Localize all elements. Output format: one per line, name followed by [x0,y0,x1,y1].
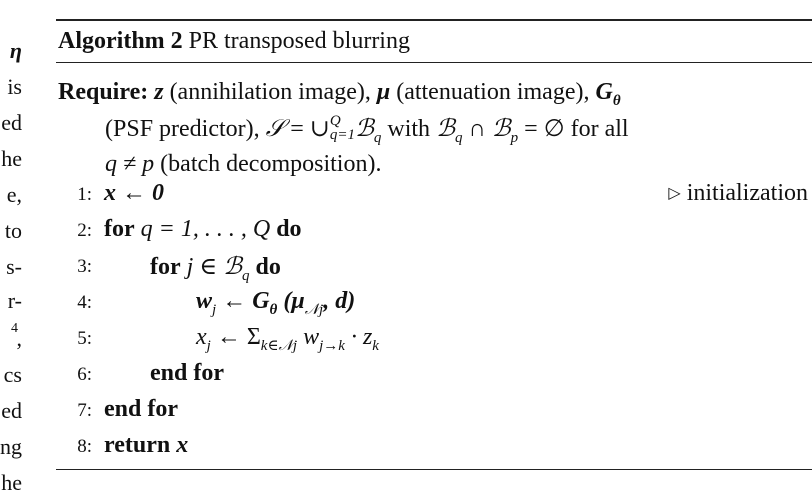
require-line-1 [58,74,810,110]
step-4 [56,288,808,322]
return-keyword: return [104,432,171,458]
step-comment [668,180,808,207]
equals-sign: = [290,116,304,142]
mu-symbol: μ [376,79,391,105]
z-term: · z [350,324,373,350]
b-symbol: ℬ [436,114,455,142]
require-line-2 [58,110,810,146]
b-subscript-q: q [454,129,463,146]
batch-description: (batch decomposition). [160,151,382,177]
w-symbol: w [196,288,213,314]
union-lower: q=1 [329,127,356,144]
do-keyword: do [276,216,302,242]
step-8 [56,432,808,466]
for-keyword: for [150,254,181,280]
column-fragment: , [16,326,22,351]
algorithm-label: Algorithm 2 [58,28,183,54]
z-symbol: z [154,79,164,105]
union-upper: Q [329,113,341,130]
column-fragment: to [4,218,22,243]
b-subscript-q: q [373,129,382,146]
w-term-subscript: j→k [319,337,345,354]
line-number: 8: [77,436,92,457]
empty-set-equation: = ∅ [524,116,565,142]
step-expression: q = 1, . . . , Q [140,216,271,242]
comment-text: initialization [686,180,808,206]
inequality-expression: q ≠ p [105,151,155,177]
step-body [104,216,302,243]
column-fragment: cs [3,362,22,387]
step-expression: x ← 0 [104,180,164,206]
b-subscript-p: p [510,129,519,146]
step-body [196,324,379,354]
union-symbol: ∪ [309,116,330,142]
column-fragment: ed [1,398,22,423]
step-2 [56,216,808,250]
intersection-symbol: ∩ [468,116,486,142]
for-keyword: for [104,216,135,242]
step-1 [56,180,808,214]
column-fragment: e, [6,182,22,207]
z-term-subscript: k [372,337,379,354]
require-keyword: Require: [58,79,149,105]
end-for-keyword: end for [104,396,178,422]
theta-subscript: θ [612,92,621,109]
assign-g: ← G [222,288,270,314]
step-3 [56,252,808,286]
neighborhood-subscript: 𝒩j [304,301,324,318]
column-fragment: r- [7,288,22,313]
header-rule [56,62,812,63]
step-expression: j ∈ ℬ [186,254,242,280]
column-fragment: s- [6,254,22,279]
theta-subscript: θ [269,301,278,318]
column-fragment: he [1,470,22,495]
step-5 [56,324,808,358]
w-subscript: j [212,301,217,318]
g-symbol: G [595,79,613,105]
step-7 [56,396,808,430]
line-number: 1: [77,184,92,205]
union-limits [330,114,355,142]
line-number: 6: [77,364,92,385]
comment-triangle-icon: ▷ [668,185,681,202]
column-fragment: is [7,74,22,99]
g-description: (PSF predictor), [105,116,260,142]
column-fragment: η [9,38,22,63]
x-symbol: x [196,324,207,350]
line-number: 3: [77,256,92,277]
end-for-keyword: end for [150,360,224,386]
step-body [104,432,188,459]
b-symbol: ℬ [491,114,511,142]
algorithm-name: PR transposed blurring [188,28,410,54]
step-body [150,252,281,284]
bottom-rule [56,469,812,470]
column-fragment: ng [0,434,22,459]
algorithm-title [58,28,410,55]
line-number: 2: [77,220,92,241]
sum-subscript: k∈𝒩j [260,337,298,354]
return-value: x [176,432,189,458]
require-line-3 [58,146,810,182]
step-body [196,288,356,318]
mu-argument: (μ [283,288,305,314]
column-fragment: he [1,146,22,171]
require-block [58,74,810,182]
with-word: with [387,116,431,142]
s-symbol: 𝒮 [265,114,285,142]
z-description: (annihilation image), [169,79,371,105]
x-subscript: j [206,337,211,354]
step-6 [56,360,808,394]
for-all-text: for all [570,116,629,142]
column-fragment: ed [1,110,22,135]
top-rule [56,19,812,21]
d-argument: , d) [323,288,356,314]
line-number: 7: [77,400,92,421]
algorithm-box [56,0,812,499]
mu-description: (attenuation image), [396,79,590,105]
line-number: 5: [77,328,92,349]
line-number: 4: [77,292,92,313]
assign-sum: ← Σ [216,324,261,350]
column-fragment: 4 [11,321,18,336]
adjacent-column-fragment [0,0,24,499]
do-keyword: do [255,254,281,280]
w-term: w [303,324,320,350]
step-subscript: q [241,267,250,284]
b-symbol: ℬ [355,114,374,142]
